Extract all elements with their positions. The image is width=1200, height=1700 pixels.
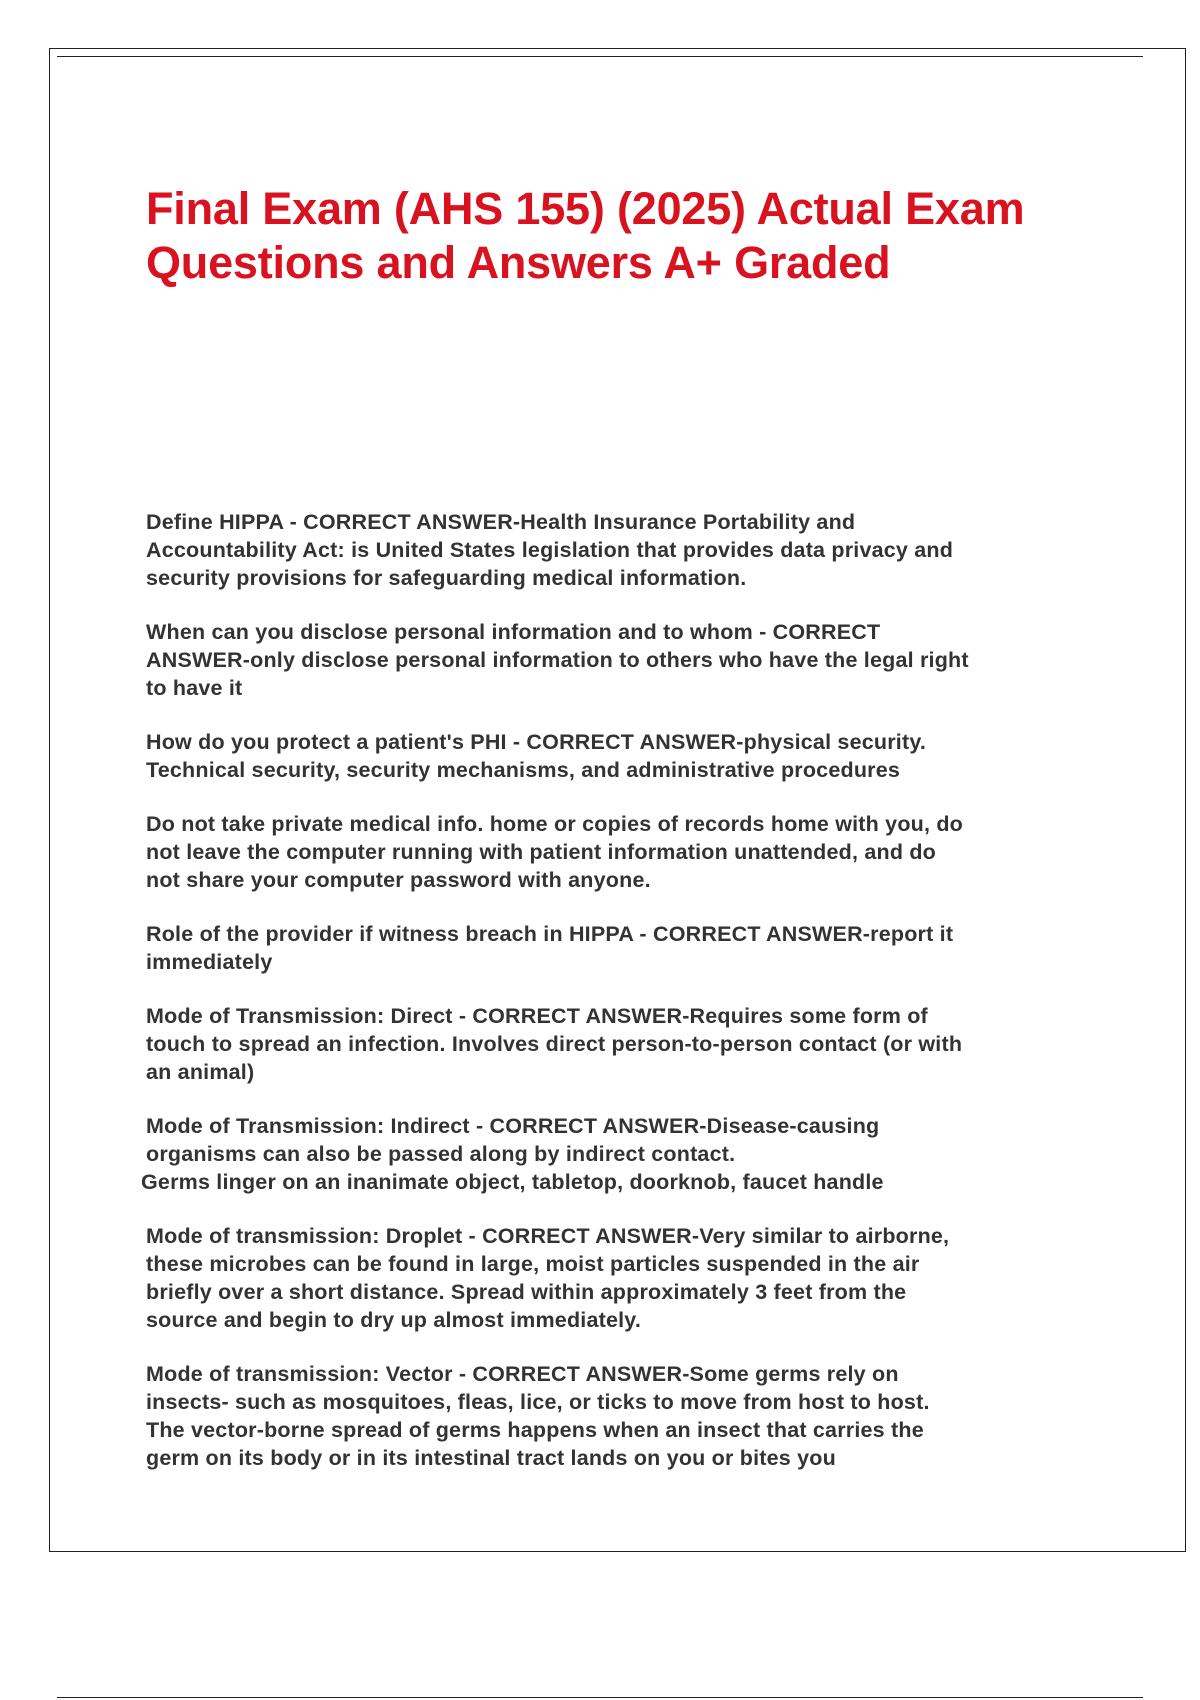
qa-item: [146, 920, 1096, 976]
qa-answer-line: Accountability Act: is United States legislation that provides data privacy and: [146, 538, 954, 562]
qa-item: [146, 810, 1096, 894]
qa-answer-line: Technical security, security mechanisms, and administrative procedures: [146, 758, 901, 782]
qa-question-line: Mode of Transmission: Direct - CORRECT ANSWER-Requires some form of: [146, 1004, 928, 1028]
qa-answer-line: not share your computer password with anyone.: [146, 868, 651, 892]
qa-question-line: Role of the provider if witness breach in HIPPA - CORRECT ANSWER-report it: [146, 922, 954, 946]
qa-answer-line: immediately: [146, 950, 273, 974]
qa-item: [146, 618, 1096, 702]
qa-answer-line: ANSWER-only disclose personal information to others who have the legal right: [146, 648, 969, 672]
qa-item: [146, 728, 1096, 784]
qa-question-line: How do you protect a patient's PHI - CORRECT ANSWER-physical security.: [146, 730, 927, 754]
qa-answer-line: security provisions for safeguarding medical information.: [146, 566, 747, 590]
top-divider: [57, 56, 1143, 57]
qa-answer-line: insects- such as mosquitoes, fleas, lice, or ticks to move from host to host.: [146, 1390, 930, 1414]
qa-answer-line: The vector-borne spread of germs happens when an insect that carries the: [146, 1418, 924, 1442]
qa-question-line: Do not take private medical info. home or copies of records home with you, do: [146, 812, 963, 836]
question-answer-list: [141, 508, 1096, 1498]
qa-answer-line: these microbes can be found in large, moist particles suspended in the air: [146, 1252, 920, 1276]
page-title: [146, 182, 1086, 290]
qa-question-line: Define HIPPA - CORRECT ANSWER-Health Insurance Portability and: [146, 510, 856, 534]
qa-answer-line: to have it: [146, 676, 243, 700]
bottom-divider: [57, 1697, 1143, 1698]
qa-item: [146, 1222, 1096, 1334]
qa-answer-line: briefly over a short distance. Spread within approximately 3 feet from the: [146, 1280, 907, 1304]
qa-answer-line: organisms can also be passed along by indirect contact.: [146, 1142, 736, 1166]
qa-answer-line: touch to spread an infection. Involves direct person-to-person contact (or with: [146, 1032, 963, 1056]
title-line-2: Questions and Answers A+ Graded: [146, 237, 891, 288]
qa-answer-line: an animal): [146, 1060, 255, 1084]
qa-answer-line: source and begin to dry up almost immediately.: [146, 1308, 642, 1332]
qa-question-line: Mode of transmission: Vector - CORRECT ANSWER-Some germs rely on: [146, 1362, 899, 1386]
qa-answer-line: Germs linger on an inanimate object, tabletop, doorknob, faucet handle: [141, 1170, 884, 1194]
qa-item: [141, 1112, 1096, 1196]
qa-question-line: Mode of Transmission: Indirect - CORRECT ANSWER-Disease-causing: [146, 1114, 880, 1138]
qa-answer-line: not leave the computer running with patient information unattended, and do: [146, 840, 936, 864]
qa-question-line: Mode of transmission: Droplet - CORRECT ANSWER-Very similar to airborne,: [146, 1224, 950, 1248]
qa-answer-line: germ on its body or in its intestinal tract lands on you or bites you: [146, 1446, 836, 1470]
qa-item: [146, 508, 1096, 592]
title-line-1: Final Exam (AHS 155) (2025) Actual Exam: [146, 183, 1025, 234]
qa-question-line: When can you disclose personal information and to whom - CORRECT: [146, 620, 881, 644]
qa-item: [146, 1360, 1096, 1472]
qa-item: [146, 1002, 1096, 1086]
